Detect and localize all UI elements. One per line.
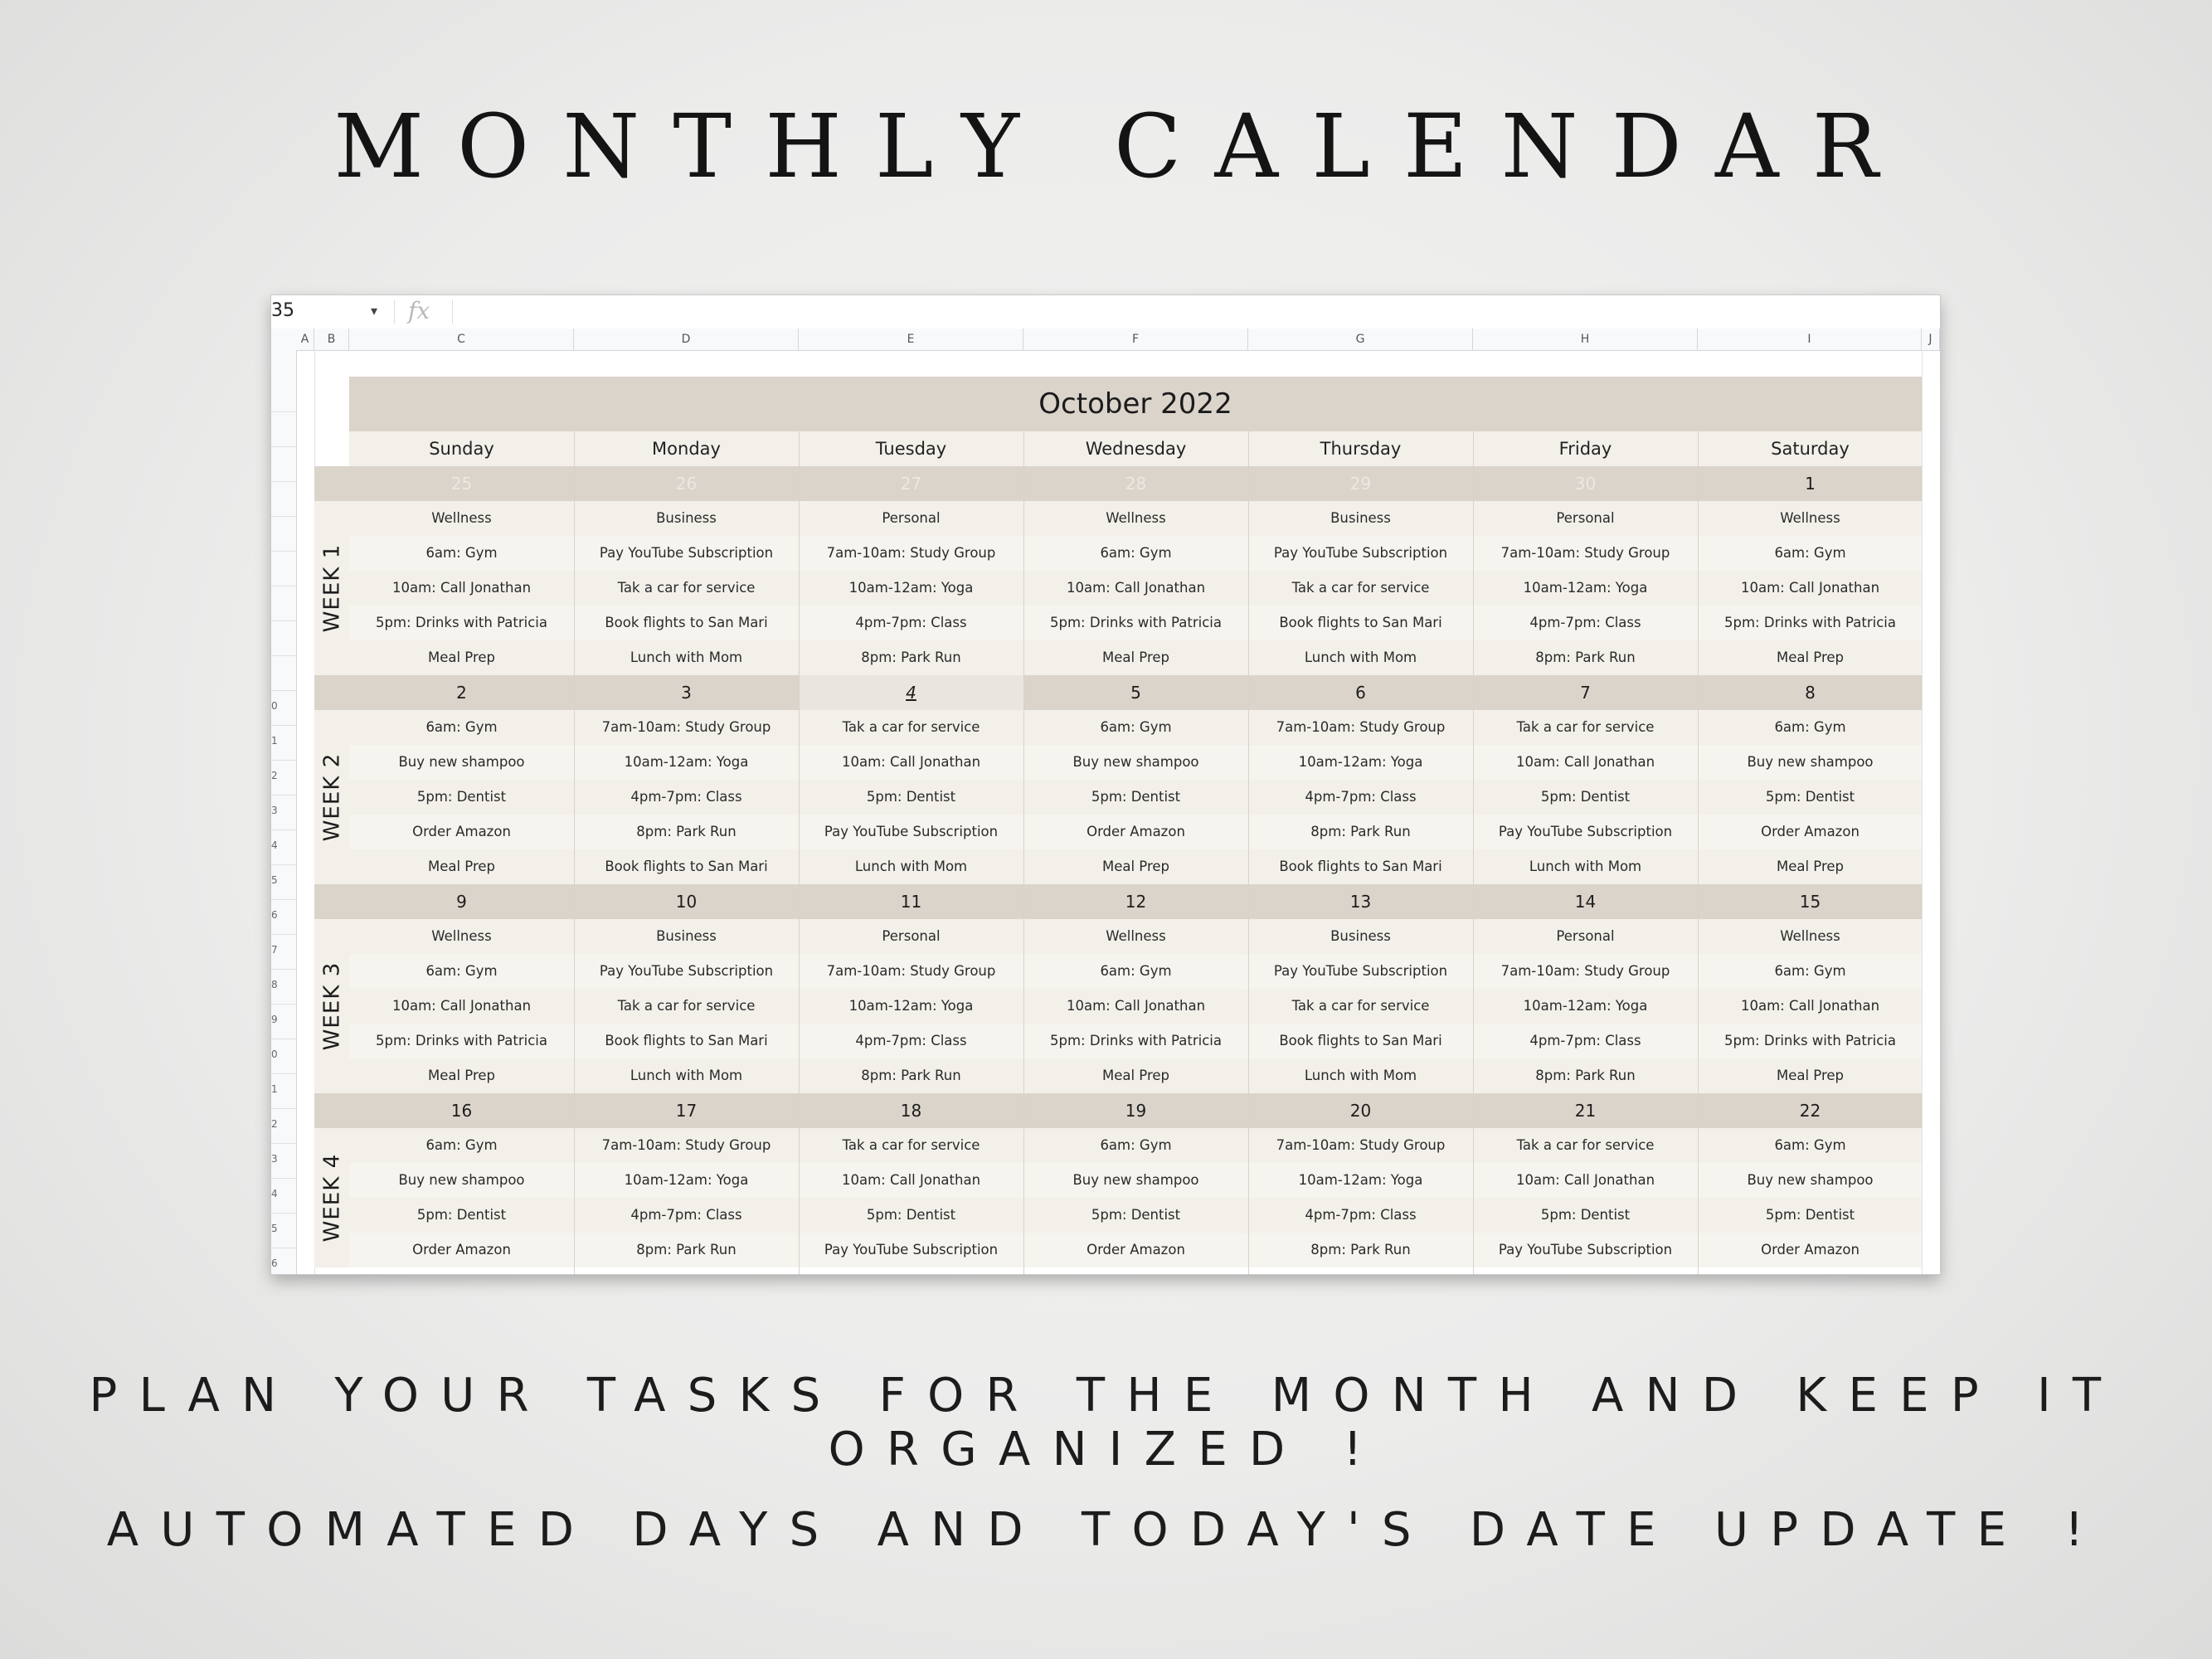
task-row bbox=[349, 1233, 1922, 1267]
date-cell[interactable]: 18 bbox=[900, 1101, 922, 1121]
date-cell[interactable]: 30 bbox=[1574, 474, 1597, 494]
row-divider bbox=[271, 1108, 296, 1109]
task-cell[interactable]: Pay YouTube Subscription bbox=[1498, 1242, 1673, 1258]
task-cell[interactable]: Meal Prep bbox=[1776, 859, 1845, 874]
task-row bbox=[349, 571, 1922, 606]
task-cell[interactable]: 4pm-7pm: Class bbox=[1305, 1207, 1417, 1223]
task-cell[interactable]: 7am-10am: Study Group bbox=[601, 1137, 771, 1153]
task-cell[interactable]: 5pm: Dentist bbox=[416, 1207, 507, 1223]
task-cell[interactable]: 4pm-7pm: Class bbox=[630, 789, 742, 805]
week-label-text: WEEK 1 bbox=[319, 543, 345, 633]
task-cell[interactable]: Wellness bbox=[1780, 928, 1840, 944]
task-cell[interactable]: 10am: Call Jonathan bbox=[391, 998, 532, 1014]
task-cell[interactable]: 5pm: Dentist bbox=[1765, 1207, 1855, 1223]
spreadsheet-window bbox=[271, 295, 1940, 1274]
row-header[interactable]: 3 bbox=[271, 805, 278, 816]
task-cell[interactable]: Order Amazon bbox=[1087, 824, 1185, 839]
task-cell[interactable]: 4pm-7pm: Class bbox=[1529, 615, 1641, 630]
divider bbox=[394, 300, 395, 324]
task-cell[interactable]: Lunch with Mom bbox=[1304, 1068, 1417, 1083]
date-cell[interactable]: 6 bbox=[1355, 683, 1366, 703]
row-header[interactable]: 1 bbox=[271, 735, 278, 747]
task-row bbox=[349, 849, 1922, 884]
date-row bbox=[314, 675, 1922, 710]
task-cell[interactable]: 6am: Gym bbox=[1100, 719, 1172, 735]
task-cell[interactable]: 5pm: Drinks with Patricia bbox=[376, 615, 547, 630]
task-row bbox=[349, 815, 1922, 849]
date-cell[interactable]: 25 bbox=[450, 474, 473, 494]
task-cell[interactable]: 6am: Gym bbox=[1774, 545, 1846, 561]
day-name-monday: Monday bbox=[652, 439, 721, 459]
task-cell[interactable]: 5pm: Drinks with Patricia bbox=[1724, 615, 1896, 630]
task-cell[interactable]: 10am-12am: Yoga bbox=[848, 998, 974, 1014]
task-cell[interactable]: Buy new shampoo bbox=[1747, 1172, 1874, 1188]
task-cell[interactable]: Book flights to San Mari bbox=[605, 859, 768, 874]
row-header[interactable]: 9 bbox=[271, 1014, 278, 1025]
task-cell[interactable]: 8pm: Park Run bbox=[1310, 824, 1411, 839]
day-name-sunday: Sunday bbox=[429, 439, 494, 459]
task-cell[interactable]: 8pm: Park Run bbox=[636, 1242, 737, 1258]
task-cell[interactable]: 10am: Call Jonathan bbox=[1740, 580, 1880, 596]
row-divider bbox=[271, 1178, 296, 1179]
date-cell[interactable]: 14 bbox=[1574, 892, 1597, 912]
date-cell[interactable]: 27 bbox=[900, 474, 922, 494]
calendar-title: October 2022 bbox=[349, 377, 1922, 431]
row-header[interactable]: 6 bbox=[271, 909, 278, 921]
task-cell[interactable]: 6am: Gym bbox=[425, 963, 498, 979]
task-cell[interactable]: 7am-10am: Study Group bbox=[1500, 545, 1670, 561]
task-cell[interactable]: Wellness bbox=[1780, 510, 1840, 526]
date-cell[interactable]: 11 bbox=[900, 892, 922, 912]
column-header[interactable]: E bbox=[799, 328, 1023, 350]
task-cell[interactable]: Wellness bbox=[1106, 928, 1166, 944]
task-row bbox=[349, 745, 1922, 780]
task-row bbox=[349, 919, 1922, 954]
row-divider bbox=[271, 760, 296, 761]
row-headers bbox=[271, 350, 297, 1274]
row-divider bbox=[271, 655, 296, 656]
row-header[interactable]: 4 bbox=[271, 1188, 278, 1199]
task-cell[interactable]: 5pm: Dentist bbox=[1091, 1207, 1181, 1223]
task-row bbox=[349, 1058, 1922, 1093]
task-cell[interactable]: 10am-12am: Yoga bbox=[624, 754, 749, 770]
task-cell[interactable]: Tak a car for service bbox=[1291, 998, 1430, 1014]
task-cell[interactable]: Book flights to San Mari bbox=[605, 1033, 768, 1048]
task-cell[interactable]: 6am: Gym bbox=[425, 719, 498, 735]
task-row bbox=[349, 1128, 1922, 1163]
date-cell[interactable]: 21 bbox=[1574, 1101, 1597, 1121]
date-row bbox=[314, 466, 1922, 501]
day-names-row bbox=[349, 431, 1922, 466]
row-header[interactable]: 5 bbox=[271, 874, 278, 886]
row-divider bbox=[271, 1213, 296, 1214]
task-cell[interactable]: Meal Prep bbox=[1776, 1068, 1845, 1083]
column-headers bbox=[271, 328, 1940, 351]
task-cell[interactable]: Business bbox=[656, 928, 717, 944]
column-divider bbox=[1023, 431, 1024, 1274]
column-header[interactable]: A bbox=[296, 328, 314, 350]
task-cell[interactable]: 4pm-7pm: Class bbox=[1529, 1033, 1641, 1048]
task-cell[interactable]: Tak a car for service bbox=[617, 998, 756, 1014]
date-cell[interactable]: 17 bbox=[675, 1101, 698, 1121]
task-cell[interactable]: Lunch with Mom bbox=[1304, 649, 1417, 665]
task-row bbox=[349, 710, 1922, 745]
task-cell[interactable]: Personal bbox=[1556, 510, 1615, 526]
task-cell[interactable]: Buy new shampoo bbox=[1072, 754, 1199, 770]
task-cell[interactable]: Personal bbox=[882, 928, 941, 944]
date-cell[interactable]: 9 bbox=[456, 892, 467, 912]
date-cell[interactable]: 7 bbox=[1580, 683, 1591, 703]
task-row bbox=[349, 954, 1922, 989]
task-cell[interactable]: Pay YouTube Subscription bbox=[824, 824, 999, 839]
row-divider bbox=[271, 934, 296, 935]
day-name-wednesday: Wednesday bbox=[1085, 439, 1187, 459]
row-header[interactable]: 4 bbox=[271, 839, 278, 851]
row-divider bbox=[271, 411, 296, 412]
task-cell[interactable]: Pay YouTube Subscription bbox=[1498, 824, 1673, 839]
row-header[interactable]: 1 bbox=[271, 1083, 278, 1095]
task-cell[interactable]: 5pm: Drinks with Patricia bbox=[1050, 615, 1222, 630]
task-row bbox=[349, 780, 1922, 815]
column-header[interactable]: B bbox=[314, 328, 349, 350]
task-cell[interactable]: Order Amazon bbox=[1761, 824, 1860, 839]
task-cell[interactable]: 6am: Gym bbox=[1100, 545, 1172, 561]
task-cell[interactable]: 4pm-7pm: Class bbox=[855, 1033, 967, 1048]
task-cell[interactable]: Lunch with Mom bbox=[630, 1068, 743, 1083]
task-cell[interactable]: 8pm: Park Run bbox=[636, 824, 737, 839]
day-name-thursday: Thursday bbox=[1320, 439, 1402, 459]
task-cell[interactable]: Order Amazon bbox=[412, 824, 511, 839]
task-cell[interactable]: 7am-10am: Study Group bbox=[1276, 719, 1446, 735]
column-header[interactable]: C bbox=[349, 328, 574, 350]
task-cell[interactable]: Business bbox=[1330, 928, 1391, 944]
task-cell[interactable]: 5pm: Dentist bbox=[1540, 1207, 1631, 1223]
task-cell[interactable]: Book flights to San Mari bbox=[1279, 859, 1442, 874]
task-cell[interactable]: 5pm: Dentist bbox=[866, 1207, 956, 1223]
column-divider bbox=[1248, 431, 1249, 1274]
day-name-friday: Friday bbox=[1558, 439, 1612, 459]
task-cell[interactable]: Buy new shampoo bbox=[398, 754, 525, 770]
task-cell[interactable]: Wellness bbox=[1106, 510, 1166, 526]
task-cell[interactable]: Order Amazon bbox=[1087, 1242, 1185, 1258]
row-header[interactable]: 7 bbox=[271, 944, 278, 956]
column-divider bbox=[574, 431, 575, 1274]
row-header[interactable]: 3 bbox=[271, 1153, 278, 1165]
task-cell[interactable]: 10am-12am: Yoga bbox=[624, 1172, 749, 1188]
task-cell[interactable]: Tak a car for service bbox=[617, 580, 756, 596]
task-cell[interactable]: 5pm: Dentist bbox=[416, 789, 507, 805]
task-cell[interactable]: Tak a car for service bbox=[1291, 580, 1430, 596]
task-cell[interactable]: Lunch with Mom bbox=[630, 649, 743, 665]
task-row bbox=[349, 1163, 1922, 1198]
task-cell[interactable]: 10am: Call Jonathan bbox=[1066, 998, 1206, 1014]
task-cell[interactable]: Lunch with Mom bbox=[1529, 859, 1642, 874]
task-cell[interactable]: Tak a car for service bbox=[842, 1137, 980, 1153]
column-a bbox=[296, 350, 315, 1274]
task-row bbox=[349, 606, 1922, 640]
task-cell[interactable]: 5pm: Drinks with Patricia bbox=[1050, 1033, 1222, 1048]
task-cell[interactable]: 10am-12am: Yoga bbox=[1298, 754, 1423, 770]
task-cell[interactable]: Tak a car for service bbox=[842, 719, 980, 735]
column-header[interactable]: J bbox=[1922, 328, 1940, 350]
date-cell[interactable]: 1 bbox=[1805, 474, 1816, 494]
task-cell[interactable]: Meal Prep bbox=[1101, 649, 1170, 665]
task-cell[interactable]: 7am-10am: Study Group bbox=[1500, 963, 1670, 979]
week-label bbox=[314, 919, 349, 1093]
task-cell[interactable]: 6am: Gym bbox=[1100, 1137, 1172, 1153]
row-divider bbox=[271, 481, 296, 482]
task-cell[interactable]: 5pm: Drinks with Patricia bbox=[1724, 1033, 1896, 1048]
task-cell[interactable]: 7am-10am: Study Group bbox=[826, 963, 996, 979]
task-cell[interactable]: 8pm: Park Run bbox=[1535, 649, 1636, 665]
task-cell[interactable]: 5pm: Dentist bbox=[1091, 789, 1181, 805]
task-cell[interactable]: 10am-12am: Yoga bbox=[1298, 1172, 1423, 1188]
fx-icon: fx bbox=[408, 297, 430, 324]
task-cell[interactable]: Order Amazon bbox=[1761, 1242, 1860, 1258]
row-divider bbox=[271, 969, 296, 970]
row-divider bbox=[271, 864, 296, 865]
date-row bbox=[314, 884, 1922, 919]
task-cell[interactable]: 8pm: Park Run bbox=[1310, 1242, 1411, 1258]
task-row bbox=[349, 1024, 1922, 1058]
date-cell[interactable]: 8 bbox=[1805, 683, 1816, 703]
day-name-tuesday: Tuesday bbox=[875, 439, 947, 459]
week-label bbox=[314, 1128, 349, 1267]
task-cell[interactable]: Order Amazon bbox=[412, 1242, 511, 1258]
date-cell[interactable]: 16 bbox=[450, 1101, 473, 1121]
date-cell[interactable]: 28 bbox=[1125, 474, 1147, 494]
task-cell[interactable]: 5pm: Dentist bbox=[866, 789, 956, 805]
date-cell[interactable]: 15 bbox=[1799, 892, 1821, 912]
task-cell[interactable]: Meal Prep bbox=[427, 859, 496, 874]
task-cell[interactable]: Meal Prep bbox=[1101, 1068, 1170, 1083]
task-cell[interactable]: Pay YouTube Subscription bbox=[824, 1242, 999, 1258]
task-cell[interactable]: 10am-12am: Yoga bbox=[1523, 580, 1648, 596]
column-divider bbox=[1698, 431, 1699, 1274]
week-label bbox=[314, 710, 349, 884]
row-header[interactable]: 2 bbox=[271, 1118, 278, 1130]
date-cell[interactable]: 5 bbox=[1130, 683, 1141, 703]
task-cell[interactable]: 6am: Gym bbox=[1774, 719, 1846, 735]
task-cell[interactable]: Buy new shampoo bbox=[398, 1172, 525, 1188]
task-row bbox=[349, 501, 1922, 536]
task-cell[interactable]: Book flights to San Mari bbox=[1279, 615, 1442, 630]
tagline-plan: PLAN YOUR TASKS FOR THE MONTH AND KEEP IT ORGANIZED ! bbox=[89, 1369, 2123, 1477]
row-divider bbox=[271, 1143, 296, 1144]
task-cell[interactable]: 7am-10am: Study Group bbox=[601, 719, 771, 735]
task-cell[interactable]: 5pm: Dentist bbox=[1765, 789, 1855, 805]
task-cell[interactable]: 6am: Gym bbox=[1774, 1137, 1846, 1153]
task-cell[interactable]: Business bbox=[656, 510, 717, 526]
date-cell[interactable]: 3 bbox=[681, 683, 692, 703]
task-cell[interactable]: 10am: Call Jonathan bbox=[391, 580, 532, 596]
date-cell[interactable]: 26 bbox=[675, 474, 698, 494]
row-divider bbox=[271, 1073, 296, 1074]
headline: MONTHLY CALENDAR bbox=[333, 95, 1912, 197]
task-cell[interactable]: Personal bbox=[882, 510, 941, 526]
row-header[interactable]: 8 bbox=[271, 979, 278, 990]
date-row bbox=[314, 1093, 1922, 1128]
date-cell[interactable]: 19 bbox=[1125, 1101, 1147, 1121]
column-divider bbox=[799, 431, 800, 1274]
date-cell[interactable]: 22 bbox=[1799, 1101, 1821, 1121]
tagline-automated: AUTOMATED DAYS AND TODAY'S DATE UPDATE ! bbox=[106, 1503, 2106, 1557]
chevron-down-icon[interactable]: ▾ bbox=[371, 303, 378, 319]
task-cell[interactable]: Meal Prep bbox=[1101, 859, 1170, 874]
task-cell[interactable]: 7am-10am: Study Group bbox=[1276, 1137, 1446, 1153]
row-header[interactable]: 6 bbox=[271, 1258, 278, 1269]
column-header[interactable]: F bbox=[1023, 328, 1248, 350]
column-header[interactable]: H bbox=[1473, 328, 1698, 350]
row-divider bbox=[271, 1004, 296, 1005]
task-row bbox=[349, 989, 1922, 1024]
task-cell[interactable]: 10am: Call Jonathan bbox=[841, 1172, 981, 1188]
task-cell[interactable]: 5pm: Dentist bbox=[1540, 789, 1631, 805]
divider bbox=[452, 300, 453, 324]
task-cell[interactable]: 4pm-7pm: Class bbox=[630, 1207, 742, 1223]
day-name-saturday: Saturday bbox=[1771, 439, 1850, 459]
task-cell[interactable]: Pay YouTube Subscription bbox=[599, 545, 774, 561]
formula-bar bbox=[271, 295, 1940, 329]
task-cell[interactable]: 4pm-7pm: Class bbox=[855, 615, 967, 630]
task-cell[interactable]: Lunch with Mom bbox=[854, 859, 968, 874]
task-cell[interactable]: Meal Prep bbox=[1776, 649, 1845, 665]
task-cell[interactable]: 10am-12am: Yoga bbox=[1523, 998, 1648, 1014]
task-cell[interactable]: Book flights to San Mari bbox=[605, 615, 768, 630]
task-cell[interactable]: 7am-10am: Study Group bbox=[826, 545, 996, 561]
date-cell[interactable]: 2 bbox=[456, 683, 467, 703]
task-row bbox=[349, 536, 1922, 571]
task-cell[interactable]: Book flights to San Mari bbox=[1279, 1033, 1442, 1048]
column-header[interactable]: D bbox=[574, 328, 799, 350]
date-cell[interactable]: 4 bbox=[799, 675, 1023, 710]
row-divider bbox=[271, 446, 296, 447]
task-cell[interactable]: Tak a car for service bbox=[1516, 1137, 1655, 1153]
task-cell[interactable]: Personal bbox=[1556, 928, 1615, 944]
task-row bbox=[349, 1198, 1922, 1233]
row-divider bbox=[271, 551, 296, 552]
task-cell[interactable]: 10am: Call Jonathan bbox=[1066, 580, 1206, 596]
task-cell[interactable]: 6am: Gym bbox=[425, 545, 498, 561]
task-cell[interactable]: 5pm: Drinks with Patricia bbox=[376, 1033, 547, 1048]
task-cell[interactable]: Tak a car for service bbox=[1516, 719, 1655, 735]
week-label-text: WEEK 2 bbox=[319, 752, 345, 842]
column-divider bbox=[1473, 431, 1474, 1274]
date-cell[interactable]: 10 bbox=[675, 892, 698, 912]
task-cell[interactable]: 10am: Call Jonathan bbox=[1740, 998, 1880, 1014]
task-cell[interactable]: Pay YouTube Subscription bbox=[1273, 545, 1448, 561]
date-cell[interactable]: 12 bbox=[1125, 892, 1147, 912]
task-cell[interactable]: 8pm: Park Run bbox=[861, 649, 961, 665]
column-header[interactable]: I bbox=[1698, 328, 1922, 350]
task-cell[interactable]: 10am: Call Jonathan bbox=[841, 754, 981, 770]
task-cell[interactable]: 10am: Call Jonathan bbox=[1515, 754, 1655, 770]
task-cell[interactable]: Business bbox=[1330, 510, 1391, 526]
task-cell[interactable]: Buy new shampoo bbox=[1072, 1172, 1199, 1188]
row-divider bbox=[271, 690, 296, 691]
row-divider bbox=[271, 620, 296, 621]
task-cell[interactable]: Meal Prep bbox=[427, 649, 496, 665]
task-cell[interactable]: Meal Prep bbox=[427, 1068, 496, 1083]
task-row bbox=[349, 640, 1922, 675]
task-cell[interactable]: 10am: Call Jonathan bbox=[1515, 1172, 1655, 1188]
week-label bbox=[314, 501, 349, 675]
task-cell[interactable]: 8pm: Park Run bbox=[861, 1068, 961, 1083]
row-header[interactable]: 0 bbox=[271, 1048, 278, 1060]
row-header[interactable]: 5 bbox=[271, 1223, 278, 1234]
date-cell[interactable]: 29 bbox=[1349, 474, 1372, 494]
column-header[interactable]: G bbox=[1248, 328, 1473, 350]
row-header[interactable]: 2 bbox=[271, 770, 278, 781]
row-divider bbox=[271, 516, 296, 517]
task-cell[interactable]: 6am: Gym bbox=[1100, 963, 1172, 979]
task-cell[interactable]: 4pm-7pm: Class bbox=[1305, 789, 1417, 805]
week-label-text: WEEK 4 bbox=[319, 1153, 345, 1243]
task-cell[interactable]: Wellness bbox=[431, 510, 492, 526]
task-cell[interactable]: 10am-12am: Yoga bbox=[848, 580, 974, 596]
task-cell[interactable]: Pay YouTube Subscription bbox=[1273, 963, 1448, 979]
task-cell[interactable]: 6am: Gym bbox=[425, 1137, 498, 1153]
week-label-text: WEEK 3 bbox=[319, 961, 345, 1051]
task-cell[interactable]: 8pm: Park Run bbox=[1535, 1068, 1636, 1083]
row-divider bbox=[271, 899, 296, 900]
column-j bbox=[1922, 350, 1940, 1274]
row-divider bbox=[271, 725, 296, 726]
task-cell[interactable]: Buy new shampoo bbox=[1747, 754, 1874, 770]
date-cell[interactable]: 20 bbox=[1349, 1101, 1372, 1121]
name-box[interactable]: 35 bbox=[271, 300, 294, 321]
date-cell[interactable]: 13 bbox=[1349, 892, 1372, 912]
row-header[interactable]: 0 bbox=[271, 700, 278, 712]
task-cell[interactable]: Wellness bbox=[431, 928, 492, 944]
task-cell[interactable]: Pay YouTube Subscription bbox=[599, 963, 774, 979]
task-cell[interactable]: 6am: Gym bbox=[1774, 963, 1846, 979]
